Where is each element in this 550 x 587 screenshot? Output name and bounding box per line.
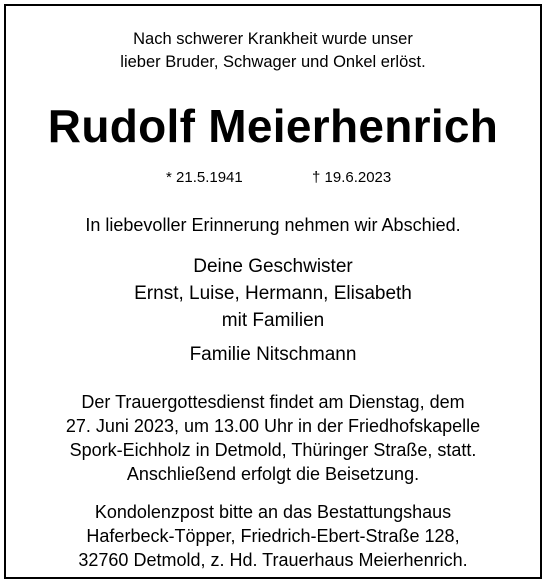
intro-text	[6, 28, 540, 74]
farewell-text: In liebevoller Erinnerung nehmen wir Abschied.	[85, 215, 461, 235]
death-date: † 19.6.2023	[312, 169, 392, 186]
obituary-notice	[4, 4, 542, 579]
second-family: Familie Nitschmann	[189, 344, 357, 365]
mourners-line: Deine Geschwister	[193, 256, 353, 277]
condolence-info	[6, 500, 540, 572]
life-dates	[6, 167, 540, 189]
mourners-line: Ernst, Luise, Hermann, Elisabeth	[134, 283, 412, 304]
service-line: Anschließend erfolgt die Beisetzung.	[126, 464, 420, 484]
service-line: 27. Juni 2023, um 13.00 Uhr in der Friedhofskapelle	[65, 416, 481, 436]
mourners-line: mit Familien	[221, 310, 325, 331]
deceased-name: Rudolf Meierhenrich	[47, 100, 499, 152]
service-info	[6, 390, 540, 486]
intro-line: Nach schwerer Krankheit wurde unser	[133, 30, 413, 48]
service-line: Spork-Eichholz in Detmold, Thüringer Straße, statt.	[69, 440, 477, 460]
condolence-line: Haferbeck-Töpper, Friedrich-Ebert-Straße 128,	[86, 526, 460, 546]
condolence-line: Kondolenzpost bitte an das Bestattungshaus	[94, 502, 452, 522]
mourners-list	[6, 253, 540, 334]
intro-line: lieber Bruder, Schwager und Onkel erlöst.	[120, 53, 426, 71]
birth-date: * 21.5.1941	[166, 169, 243, 186]
condolence-line: 32760 Detmold, z. Hd. Trauerhaus Meierhenrich.	[78, 550, 468, 570]
service-line: Der Trauergottesdienst findet am Dienstag, dem	[81, 392, 465, 412]
